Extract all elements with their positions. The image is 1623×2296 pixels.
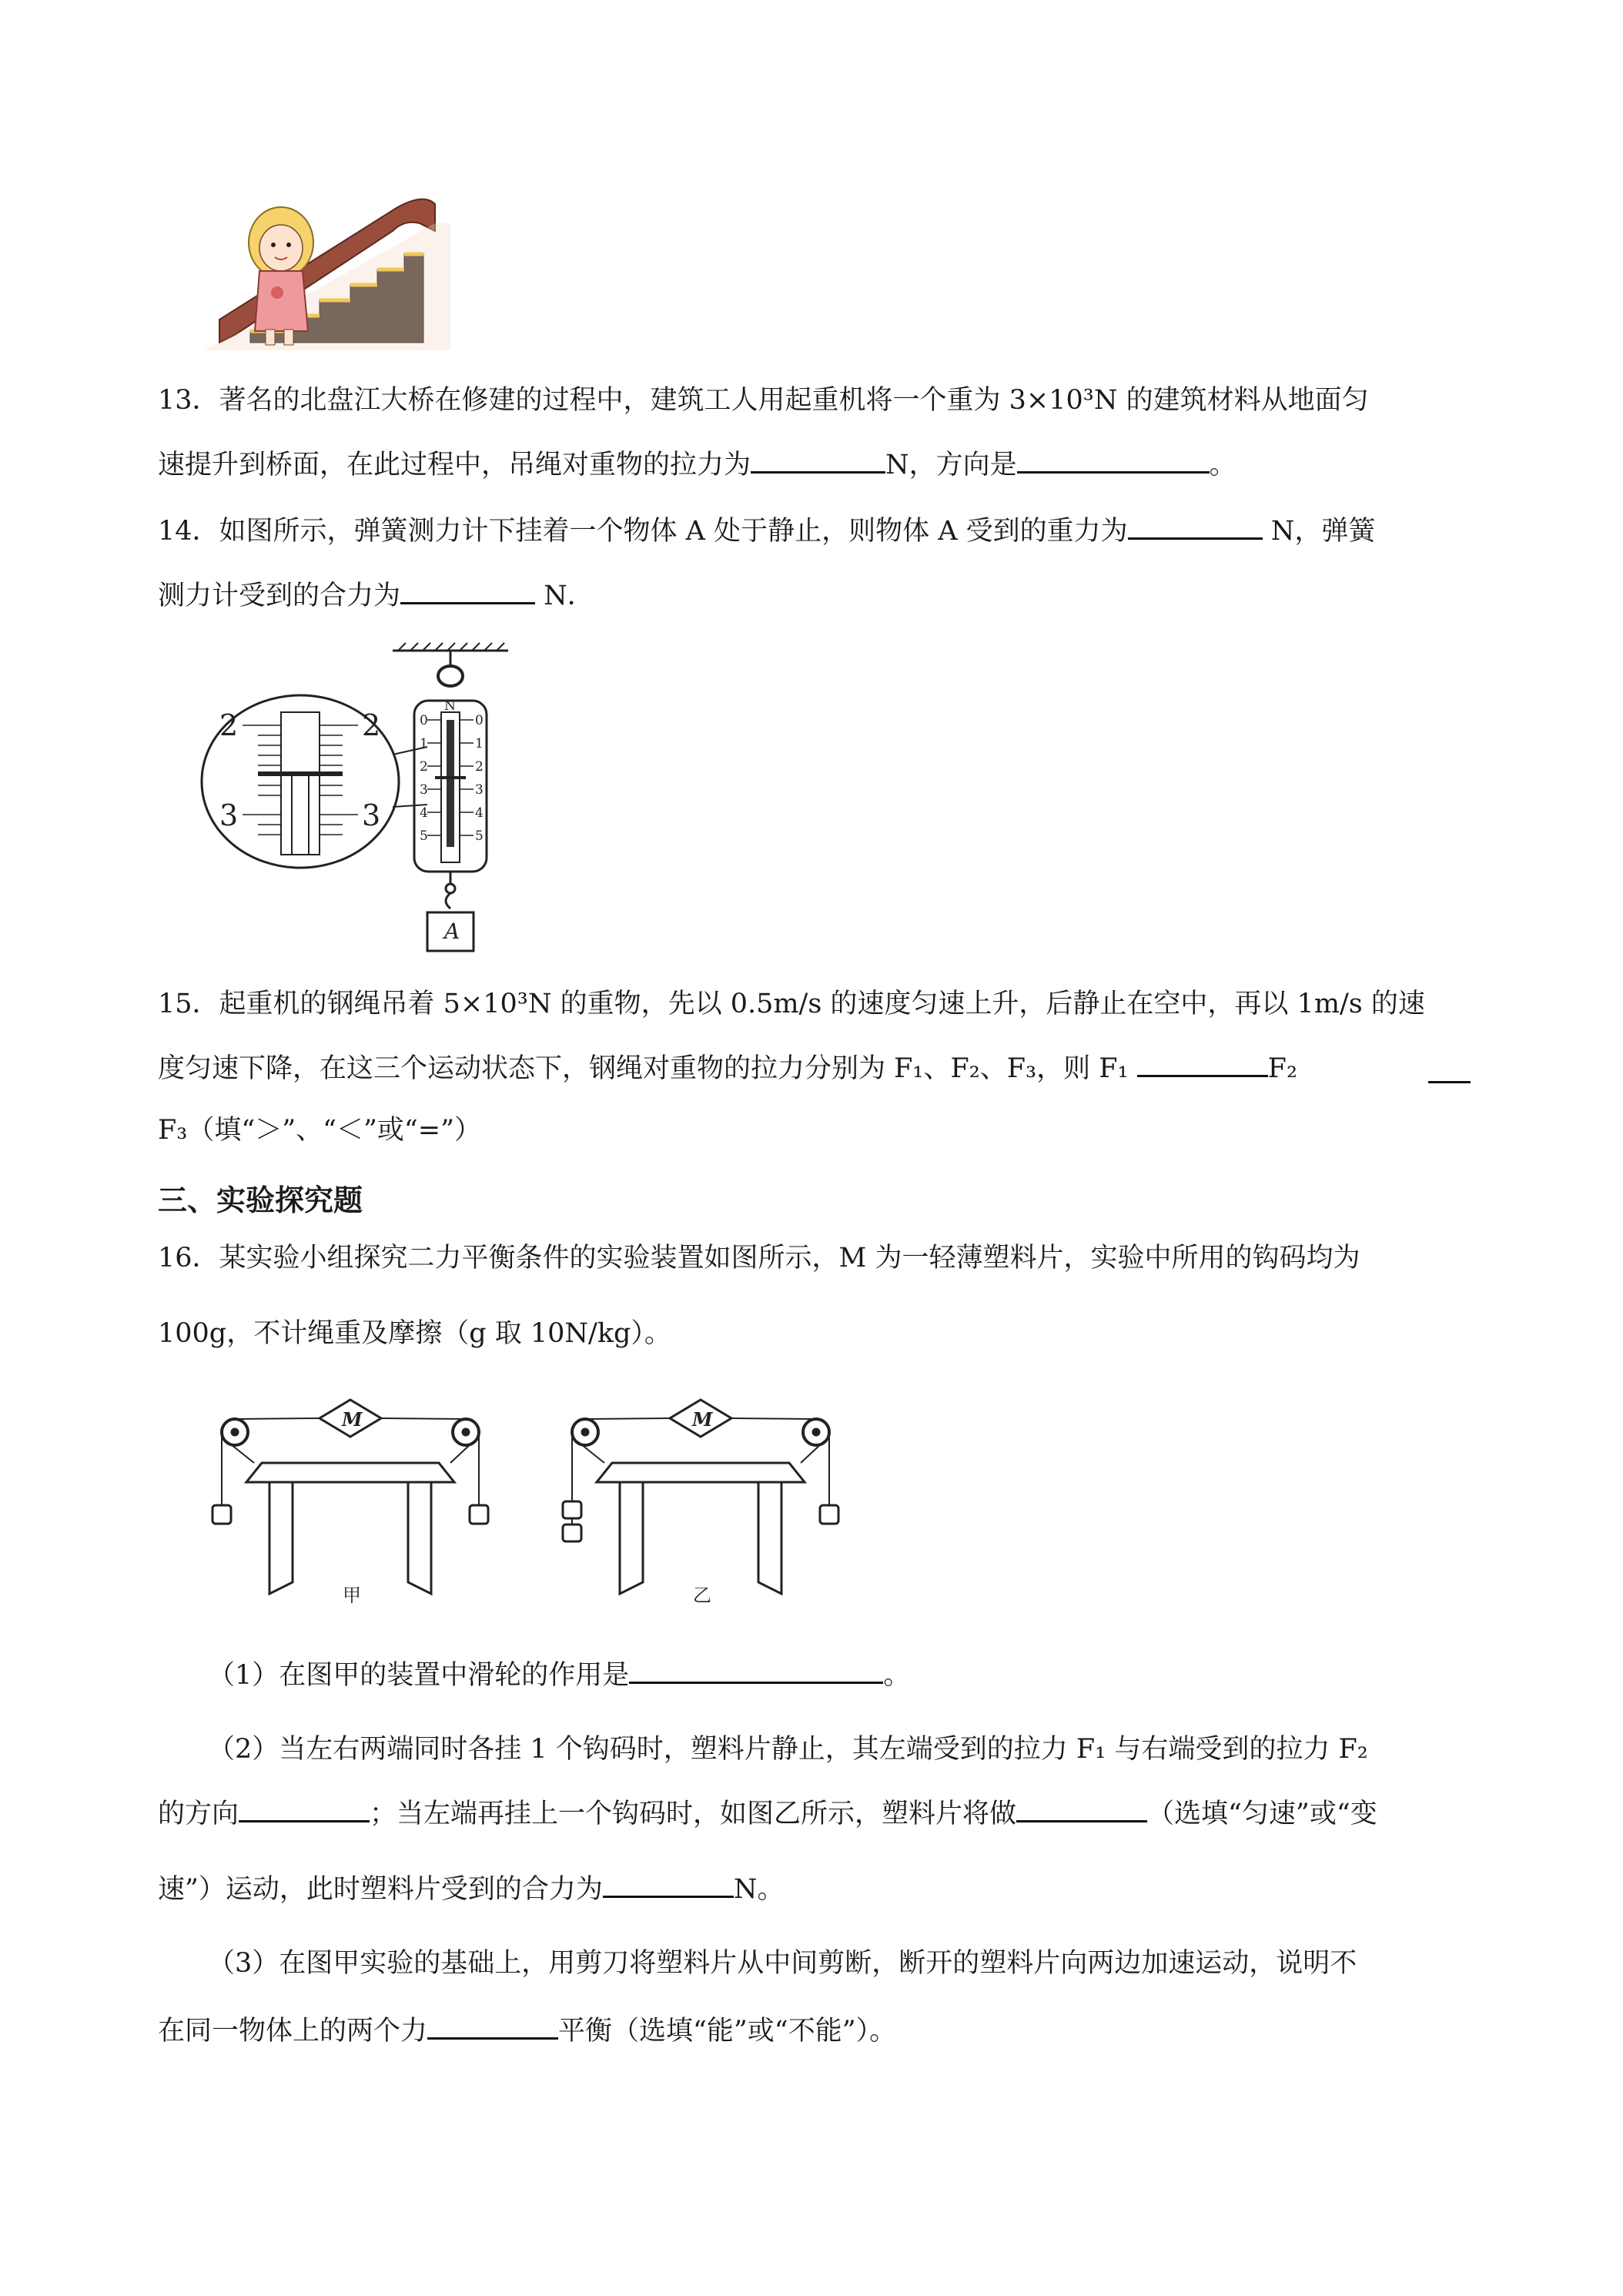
answer-blank[interactable]: [603, 1869, 734, 1898]
q13-text: N，方向是: [885, 450, 1017, 480]
section-heading: 三、实验探究题: [158, 1183, 363, 1217]
scale-unit-label: N: [444, 698, 456, 714]
scale-tick-label: 3: [475, 782, 484, 798]
q16-text: 速”）运动，此时塑料片受到的合力为: [158, 1874, 603, 1905]
scale-tick-label: 2: [475, 759, 484, 775]
scale-tick-label: 2: [420, 759, 428, 775]
q16-sub2-line-3: [158, 1869, 785, 1908]
scale-tick-label: 3: [420, 782, 428, 798]
answer-blank[interactable]: [1428, 1055, 1471, 1083]
zoom-tick-label: 2: [219, 708, 239, 742]
q16-line-1: 16．某实验小组探究二力平衡条件的实验装置如图所示，M 为一轻薄塑料片，实验中所用的钩码均为: [158, 1243, 1360, 1274]
q16-text: 。: [883, 1660, 911, 1691]
q14-line-2: [158, 576, 594, 614]
scale-tick-label: 1: [420, 736, 428, 751]
apparatus-jia: [212, 1400, 488, 1605]
q14-line-1: [158, 511, 1375, 550]
q16-text: 平衡（选填“能”或“不能”）。: [558, 2016, 897, 2047]
zoom-tick-label: 3: [362, 798, 381, 832]
answer-blank[interactable]: [400, 576, 535, 604]
q14-text: 14．如图所示，弹簧测力计下挂着一个物体 A 处于静止，则物体 A 受到的重力为: [158, 516, 1128, 547]
scale-tick-label: 1: [475, 736, 484, 751]
figure-caption: 乙: [693, 1585, 711, 1605]
q14-text: N，弹簧: [1262, 516, 1376, 547]
q13-line-2: [158, 445, 1236, 484]
plate-m-label: M: [692, 1408, 713, 1431]
escalator-girl-figure: [204, 177, 450, 350]
q15-text: F₂: [1267, 1053, 1297, 1084]
q16-text: （选填“匀速”或“变: [1147, 1799, 1377, 1829]
q14-text: 测力计受到的合力为: [158, 581, 401, 611]
zoom-tick-label: 2: [362, 708, 381, 742]
q16-text: （1）在图甲的装置中滑轮的作用是: [208, 1660, 630, 1691]
q15-line-3: F₃（填“＞”、“＜”或“=”）: [158, 1115, 482, 1146]
weight-a-label: A: [444, 919, 460, 944]
scale-tick-label: 0: [475, 713, 484, 728]
figure-caption: 甲: [343, 1585, 361, 1605]
zoom-tick-label: 3: [219, 798, 239, 832]
scale-tick-label: 5: [420, 828, 428, 844]
spring-scale-figure: [196, 639, 527, 955]
q13-text: 。: [1209, 450, 1236, 480]
answer-blank[interactable]: [1137, 1049, 1268, 1077]
answer-blank[interactable]: [239, 1794, 370, 1822]
q16-sub3-line-1: （3）在图甲实验的基础上，用剪刀将塑料片从中间剪断，断开的塑料片向两边加速运动，说明不: [208, 1948, 1357, 1979]
q13-line-1: 13．著名的北盘江大桥在修建的过程中，建筑工人用起重机将一个重为 3×10³N 的建筑材料从地面匀: [158, 385, 1369, 416]
q16-sub2-line-1: （2）当左右两端同时各挂 1 个钩码时，塑料片静止，其左端受到的拉力 F₁ 与右端受到的拉力 F₂: [208, 1734, 1368, 1765]
q16-line-2: 100g，不计绳重及摩擦（g 取 10N/kg）。: [158, 1318, 671, 1349]
scale-tick-label: 0: [420, 713, 428, 728]
answer-blank[interactable]: [751, 445, 885, 474]
answer-blank[interactable]: [1017, 445, 1210, 474]
q14-text: N．: [535, 581, 594, 611]
plate-m-label: M: [342, 1408, 363, 1431]
scale-tick-label: 5: [475, 828, 484, 844]
apparatus-yi: [563, 1400, 838, 1605]
q16-sub2-line-2: [158, 1794, 1377, 1832]
scale-tick-label: 4: [475, 805, 484, 821]
q16-text: 的方向: [158, 1799, 239, 1829]
q16-sub1: [208, 1655, 910, 1694]
q16-sub3-line-2: [158, 2011, 896, 2050]
q16-text: 在同一物体上的两个力: [158, 2016, 428, 2047]
answer-blank[interactable]: [1016, 1794, 1147, 1822]
scale-tick-label: 4: [420, 805, 428, 821]
q13-text: 速提升到桥面，在此过程中，吊绳对重物的拉力为: [158, 450, 751, 480]
q15-line-1: 15．起重机的钢绳吊着 5×10³N 的重物，先以 0.5m/s 的速度匀速上升，后静止在空中，再以 1m/s 的速: [158, 989, 1425, 1019]
q16-text: N。: [733, 1874, 785, 1905]
answer-blank[interactable]: [1128, 511, 1263, 540]
q15-text: 度匀速下降，在这三个运动状态下，钢绳对重物的拉力分别为 F₁、F₂、F₃，则 F₁: [158, 1053, 1137, 1084]
answer-blank[interactable]: [629, 1655, 883, 1684]
answer-blank[interactable]: [427, 2011, 558, 2040]
balance-apparatus-figure: [208, 1386, 870, 1605]
q15-line-2: [158, 1049, 1297, 1087]
q16-text: ；当左端再挂上一个钩码时，如图乙所示，塑料片将做: [370, 1799, 1017, 1829]
